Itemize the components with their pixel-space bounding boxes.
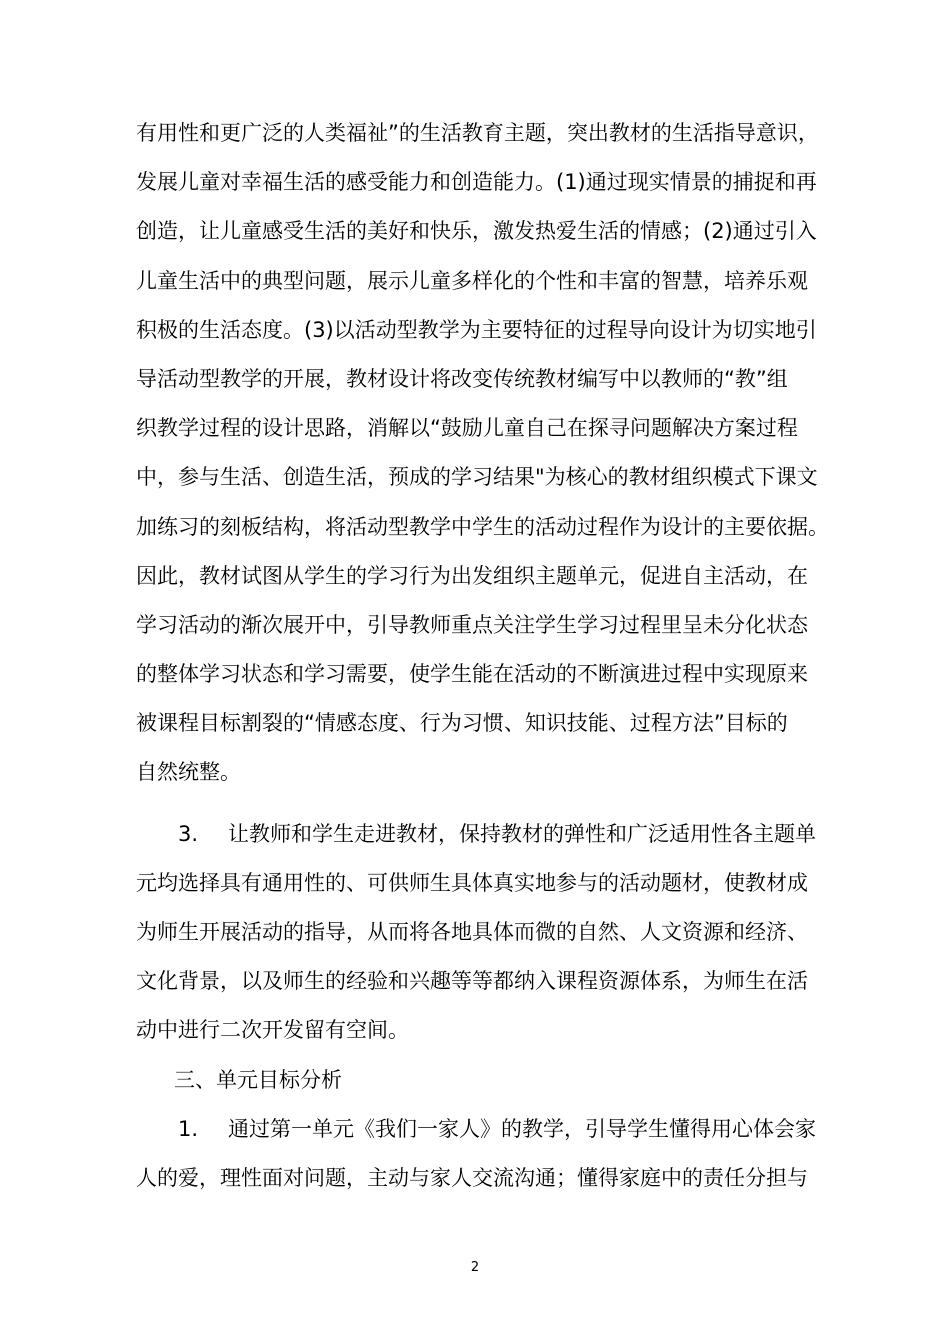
list-item-number: 3. (178, 821, 199, 846)
text-line: 动中进行二次开发留有空间。 (136, 1018, 409, 1043)
list-item-1 (136, 1105, 848, 1203)
list-item-first-line (136, 1105, 848, 1154)
text-line: 学习活动的渐次展开中，引导教师重点关注学生学习过程里呈未分化状态 (136, 612, 808, 637)
text-line: 中，参与生活、创造生活，预成的学习结果"为核心的教材组织模式下课文 (136, 465, 818, 490)
paragraph-1 (136, 109, 848, 798)
text-line: 儿童生活中的典型问题，展示儿童多样化的个性和丰富的智慧，培养乐观 (136, 268, 808, 293)
text-line: 织教学过程的设计思路，消解以“鼓励儿童自己在探寻问题解决方案过程 (136, 416, 798, 441)
list-item-number: 1. (178, 1116, 199, 1141)
text-line: 导活动型教学的开展，教材设计将改变传统教材编写中以教师的“教”组 (136, 366, 788, 391)
text-line: 被课程目标割裂的“情感态度、行为习惯、知识技能、过程方法”目标的 (136, 711, 788, 736)
text-line: 人的爱，理性面对问题，主动与家人交流沟通；懂得家庭中的责任分担与 (136, 1165, 808, 1190)
list-item-text: 通过第一单元《我们一家人》的教学，引导学生懂得用心体会家 (228, 1116, 816, 1141)
text-line: 文化背景，以及师生的经验和兴趣等等都纳入课程资源体系，为师生在活 (136, 969, 808, 994)
text-line: 有用性和更广泛的人类福祉”的生活教育主题，突出教材的生活指导意识， (136, 121, 819, 145)
text-line: 元均选择具有通用性的、可供师生具体真实地参与的活动题材，使教材成 (136, 870, 808, 895)
list-item-3 (136, 810, 848, 1056)
list-item-text: 让教师和学生走进教材，保持教材的弹性和广泛适用性各主题单 (228, 821, 816, 846)
text-line: 发展儿童对幸福生活的感受能力和创造能力。(1)通过现实情景的捕捉和再 (136, 170, 817, 195)
text-line: 积极的生活态度。(3)以活动型教学为主要特征的过程导向设计为切实地引 (136, 317, 817, 342)
list-item-first-line (136, 810, 848, 859)
document-body (136, 109, 848, 1203)
text-line: 的整体学习状态和学习需要，使学生能在活动的不断演进过程中实现原来 (136, 662, 808, 687)
text-line: 加练习的刻板结构，将活动型教学中学生的活动过程作为设计的主要依据。 (136, 514, 829, 539)
text-line: 因此，教材试图从学生的学习行为出发组织主题单元，促进自主活动，在 (136, 563, 808, 588)
text-line: 自然统整。 (136, 760, 241, 785)
paragraph-spacer (136, 798, 848, 810)
page-number: 2 (470, 1260, 480, 1275)
text-line: 为师生开展活动的指导，从而将各地具体而微的自然、人文资源和经济、 (136, 920, 808, 944)
section-heading: 三、单元目标分析 (174, 1067, 342, 1092)
text-line: 创造，让儿童感受生活的美好和快乐，激发热爱生活的情感；(2)通过引入 (136, 219, 817, 244)
